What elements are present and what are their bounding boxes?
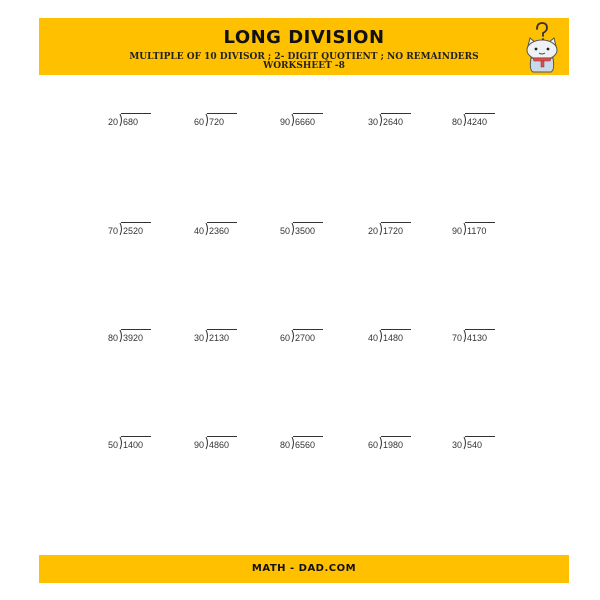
vinculum-line (121, 113, 151, 114)
divisor: 40 (367, 333, 378, 343)
dividend: 720 (209, 117, 225, 127)
divisor: 20 (107, 117, 118, 127)
vinculum-line (381, 222, 411, 223)
dividend: 6560 (295, 440, 316, 450)
vinculum-line (207, 436, 237, 437)
divisor: 70 (451, 333, 462, 343)
vinculum-line (381, 436, 411, 437)
dividend: 2520 (123, 226, 144, 236)
vinculum-line (207, 329, 237, 330)
divisor: 50 (279, 226, 290, 236)
dividend: 1980 (383, 440, 404, 450)
divisor: 30 (451, 440, 462, 450)
vinculum-line (293, 329, 323, 330)
vinculum-line (207, 222, 237, 223)
dividend: 1480 (383, 333, 404, 343)
vinculum-line (293, 436, 323, 437)
divisor: 30 (367, 117, 378, 127)
dividend: 4240 (467, 117, 488, 127)
dividend: 1400 (123, 440, 144, 450)
dividend: 4130 (467, 333, 488, 343)
divisor: 50 (107, 440, 118, 450)
vinculum-line (465, 222, 495, 223)
vinculum-line (381, 329, 411, 330)
cat-question-mark-icon (519, 20, 565, 74)
dividend: 1170 (467, 226, 487, 236)
divisor: 20 (367, 226, 378, 236)
vinculum-line (465, 113, 495, 114)
vinculum-line (465, 329, 495, 330)
dividend: 2130 (209, 333, 230, 343)
divisor: 90 (451, 226, 462, 236)
vinculum-line (293, 113, 323, 114)
worksheet-number: WORKSHEET -8 (263, 61, 345, 71)
divisor: 80 (107, 333, 118, 343)
footer-banner (39, 555, 569, 583)
divisor: 70 (107, 226, 118, 236)
vinculum-line (121, 436, 151, 437)
vinculum-line (207, 113, 237, 114)
dividend: 2360 (209, 226, 230, 236)
dividend: 680 (123, 117, 139, 127)
divisor: 90 (279, 117, 290, 127)
dividend: 540 (467, 440, 483, 450)
divisor: 80 (451, 117, 462, 127)
divisor: 30 (193, 333, 204, 343)
divisor: 80 (279, 440, 290, 450)
divisor: 60 (193, 117, 204, 127)
divisor: 40 (193, 226, 204, 236)
worksheet-title: LONG DIVISION (223, 27, 385, 48)
divisor: 60 (279, 333, 290, 343)
dividend: 4860 (209, 440, 230, 450)
worksheet-subtitle: MULTIPLE OF 10 DIVISOR ; 2- DIGIT QUOTIENT ; NO REMAINDERS (129, 52, 479, 62)
dividend: 1720 (383, 226, 404, 236)
header-banner (39, 18, 569, 75)
vinculum-line (465, 436, 495, 437)
vinculum-line (121, 222, 151, 223)
dividend: 3500 (295, 226, 316, 236)
footer-site-name: MATH - DAD.COM (251, 563, 357, 574)
dividend: 3920 (123, 333, 144, 343)
divisor: 90 (193, 440, 204, 450)
vinculum-line (293, 222, 323, 223)
dividend: 2700 (295, 333, 316, 343)
divisor: 60 (367, 440, 378, 450)
dividend: 2640 (383, 117, 404, 127)
dividend: 6660 (295, 117, 316, 127)
vinculum-line (121, 329, 151, 330)
vinculum-line (381, 113, 411, 114)
